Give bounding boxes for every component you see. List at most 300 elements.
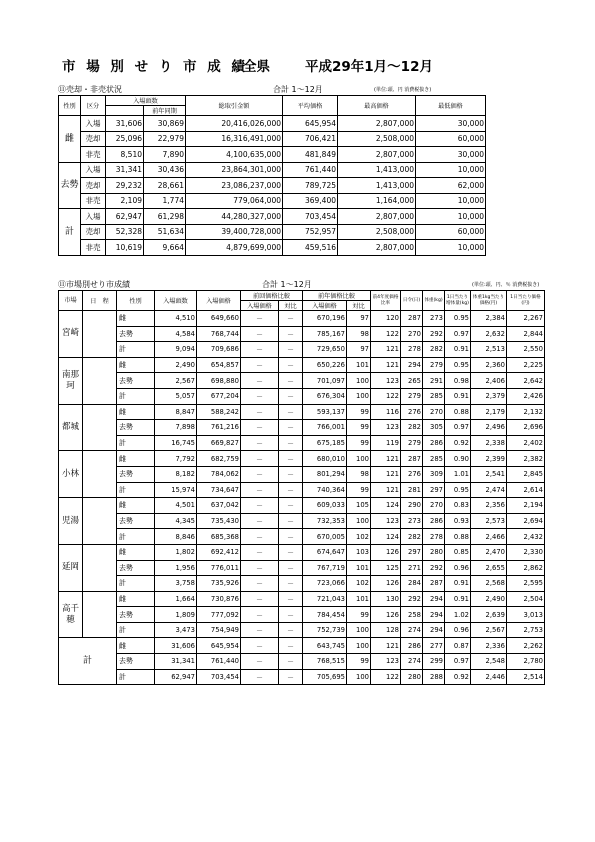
yoy-ratio-cell: 103 [347,544,371,560]
prev-price-cell: － [241,622,279,638]
avg-cell: 789,725 [283,178,338,194]
kg-price-cell: 2,179 [471,404,507,420]
yoy-ratio-cell: 99 [347,482,371,498]
prev-price-cell: － [241,576,279,592]
date-cell [83,404,117,451]
weight-cell: 287 [423,576,445,592]
sex-cell: 去勢 [117,607,155,623]
sex-cell: 計 [117,482,155,498]
last-year-ratio-cell: 126 [371,576,401,592]
h1-sex: 性別 [59,96,81,116]
price-cell: 761,216 [197,420,241,436]
day-price-cell: 2,330 [507,544,545,560]
count-cell: 31,341 [155,654,197,670]
total-cell: 23,864,301,000 [186,162,283,178]
min-cell: 60,000 [416,131,486,147]
sec2-title: ⑪市場別せり市成績 [58,280,130,289]
day-price-cell: 2,514 [507,669,545,685]
kg-price-cell: 2,568 [471,576,507,592]
weight-cell: 286 [423,435,445,451]
count-cell: 4,510 [155,311,197,327]
sex-cell: 去勢 [117,654,155,670]
weight-cell: 273 [423,311,445,327]
total-cell: 16,316,491,000 [186,131,283,147]
weight-cell: 299 [423,654,445,670]
day-price-cell: 2,382 [507,451,545,467]
avg-cell: 459,516 [283,240,338,256]
count-cell: 52,328 [106,224,144,240]
kg-price-cell: 2,384 [471,311,507,327]
last-year-ratio-cell: 121 [371,357,401,373]
daily-gain-cell: 0.96 [445,560,471,576]
table-row [59,591,545,607]
kg-price-cell: 2,338 [471,435,507,451]
total-cell: 39,400,728,000 [186,224,283,240]
age-cell: 273 [401,513,423,529]
period-label: 平成29年1月～12月 [305,59,433,75]
table-row [59,131,486,147]
price-cell: 730,876 [197,591,241,607]
count-cell: 31,606 [106,116,144,132]
h1-count: 入場頭数 [106,96,186,106]
max-cell: 2,807,000 [338,209,416,225]
count-cell: 7,898 [155,420,197,436]
kg-price-cell: 2,356 [471,498,507,514]
yoy-price-cell: 705,695 [303,669,347,685]
max-cell: 1,413,000 [338,178,416,194]
prev-ratio-cell: － [279,513,303,529]
age-cell: 274 [401,622,423,638]
weight-cell: 309 [423,466,445,482]
prev-ratio-cell: － [279,591,303,607]
yoy-price-cell: 676,304 [303,388,347,404]
min-cell: 10,000 [416,209,486,225]
h1-min: 最低価格 [416,96,486,116]
table-row [59,654,545,670]
prev-ratio-cell: － [279,466,303,482]
yoy-price-cell: 766,001 [303,420,347,436]
daily-gain-cell: 0.88 [445,529,471,545]
avg-cell: 752,957 [283,224,338,240]
price-cell: 784,062 [197,466,241,482]
prev-cell: 7,890 [144,147,186,163]
day-price-cell: 2,595 [507,576,545,592]
h2-kgprice: 体重1kg当たり価格(円) [471,291,507,311]
prev-cell: 22,979 [144,131,186,147]
count-cell: 62,947 [106,209,144,225]
prev-price-cell: － [241,529,279,545]
h1-class: 区分 [81,96,106,116]
class-cell: 非売 [81,193,106,209]
count-cell: 2,490 [155,357,197,373]
h2-yoyprice: 入場価格 [303,301,347,311]
prev-price-cell: － [241,357,279,373]
prev-ratio-cell: － [279,342,303,358]
prev-ratio-cell: － [279,544,303,560]
count-cell: 2,567 [155,373,197,389]
class-cell: 非売 [81,240,106,256]
kg-price-cell: 2,470 [471,544,507,560]
yoy-ratio-cell: 99 [347,654,371,670]
price-cell: 698,880 [197,373,241,389]
yoy-price-cell: 609,033 [303,498,347,514]
yoy-ratio-cell: 99 [347,435,371,451]
prev-price-cell: － [241,466,279,482]
weight-cell: 292 [423,560,445,576]
page-title: 市 場 別 せ り 市 成 績 [62,59,248,75]
weight-cell: 270 [423,404,445,420]
sex-cell: 雌 [117,638,155,654]
prev-price-cell: － [241,498,279,514]
daily-gain-cell: 0.95 [445,357,471,373]
class-cell: 非売 [81,147,106,163]
h2-yoyratio: 対比 [347,301,371,311]
count-cell: 29,232 [106,178,144,194]
count-cell: 62,947 [155,669,197,685]
daily-gain-cell: 0.90 [445,451,471,467]
yoy-ratio-cell: 100 [347,451,371,467]
yoy-price-cell: 670,196 [303,311,347,327]
age-cell: 287 [401,451,423,467]
sex-cell: 去勢 [117,420,155,436]
kg-price-cell: 2,379 [471,388,507,404]
h2-lastyr: 前4年度価格比率 [371,291,401,311]
count-cell: 31,341 [106,162,144,178]
prev-ratio-cell: － [279,373,303,389]
sec2-unit: (単位:頭、円、％ 消費税抜き) [472,282,540,288]
date-cell [83,311,117,358]
sec1-unit: (単位:頭、円 消費税抜き) [374,87,432,93]
count-cell: 25,096 [106,131,144,147]
yoy-price-cell: 801,294 [303,466,347,482]
prev-ratio-cell: － [279,638,303,654]
market-cell: 延岡 [59,544,83,591]
table-row [59,482,545,498]
price-cell: 682,759 [197,451,241,467]
table-row [59,162,486,178]
yoy-ratio-cell: 97 [347,342,371,358]
date-cell [83,591,117,638]
sex-cell: 計 [117,576,155,592]
h2-yoy: 前年価格比較 [303,291,371,301]
price-cell: 768,744 [197,326,241,342]
daily-gain-cell: 0.85 [445,544,471,560]
yoy-ratio-cell: 100 [347,388,371,404]
market-cell: 児湯 [59,498,83,545]
table-row [59,147,486,163]
last-year-ratio-cell: 121 [371,451,401,467]
age-cell: 294 [401,357,423,373]
total-cell: 4,879,699,000 [186,240,283,256]
kg-price-cell: 2,474 [471,482,507,498]
table-row [59,224,486,240]
price-cell: 735,430 [197,513,241,529]
prev-price-cell: － [241,373,279,389]
count-cell: 7,792 [155,451,197,467]
table-row [59,544,545,560]
max-cell: 2,508,000 [338,131,416,147]
table-row [59,240,486,256]
h2-prevprice: 入場価格 [241,301,279,311]
weight-cell: 294 [423,622,445,638]
yoy-ratio-cell: 101 [347,560,371,576]
kg-price-cell: 2,360 [471,357,507,373]
prev-cell: 28,661 [144,178,186,194]
total-cell: 779,064,000 [186,193,283,209]
table-row [59,326,545,342]
daily-gain-cell: 1.01 [445,466,471,482]
weight-cell: 278 [423,529,445,545]
yoy-ratio-cell: 101 [347,357,371,373]
h2-count: 入場頭数 [155,291,197,311]
sec1-title: ⑪売却・非売状況 [58,85,122,94]
sex-cell: 計 [117,342,155,358]
price-cell: 754,949 [197,622,241,638]
yoy-price-cell: 752,739 [303,622,347,638]
weight-cell: 292 [423,326,445,342]
prev-price-cell: － [241,591,279,607]
yoy-price-cell: 767,719 [303,560,347,576]
daily-gain-cell: 0.97 [445,654,471,670]
day-price-cell: 2,504 [507,591,545,607]
daily-gain-cell: 0.91 [445,388,471,404]
yoy-price-cell: 675,185 [303,435,347,451]
daily-gain-cell: 0.87 [445,638,471,654]
weight-cell: 297 [423,482,445,498]
last-year-ratio-cell: 126 [371,607,401,623]
count-cell: 2,109 [106,193,144,209]
sex-cell: 雌 [117,357,155,373]
total-cell: 20,416,026,000 [186,116,283,132]
last-year-ratio-cell: 121 [371,466,401,482]
yoy-ratio-cell: 99 [347,607,371,623]
daily-gain-cell: 0.88 [445,404,471,420]
count-cell: 4,345 [155,513,197,529]
age-cell: 290 [401,498,423,514]
daily-gain-cell: 0.92 [445,435,471,451]
sex-cell: 去勢 [117,466,155,482]
prev-ratio-cell: － [279,576,303,592]
age-cell: 258 [401,607,423,623]
weight-cell: 288 [423,669,445,685]
yoy-price-cell: 785,167 [303,326,347,342]
day-price-cell: 2,862 [507,560,545,576]
daily-gain-cell: 0.96 [445,622,471,638]
date-cell [83,357,117,404]
table-row [59,116,486,132]
last-year-ratio-cell: 121 [371,342,401,358]
prev-cell: 51,634 [144,224,186,240]
price-cell: 776,011 [197,560,241,576]
table-row [59,435,545,451]
table-row [59,607,545,623]
yoy-price-cell: 680,010 [303,451,347,467]
daily-gain-cell: 0.97 [445,326,471,342]
max-cell: 2,807,000 [338,240,416,256]
avg-cell: 761,440 [283,162,338,178]
prev-price-cell: － [241,482,279,498]
table-row [59,513,545,529]
kg-price-cell: 2,639 [471,607,507,623]
count-cell: 3,473 [155,622,197,638]
price-cell: 637,042 [197,498,241,514]
prev-price-cell: － [241,654,279,670]
yoy-ratio-cell: 105 [347,498,371,514]
sec1-range: 合計 1～12月 [273,85,323,94]
table-row [59,576,545,592]
daily-gain-cell: 0.83 [445,498,471,514]
h2-prevratio: 対比 [279,301,303,311]
yoy-price-cell: 721,043 [303,591,347,607]
yoy-ratio-cell: 97 [347,311,371,327]
prev-ratio-cell: － [279,326,303,342]
sex-cell: 去勢 [117,326,155,342]
day-price-cell: 2,753 [507,622,545,638]
market-cell: 計 [59,638,117,685]
prev-price-cell: － [241,544,279,560]
price-cell: 588,242 [197,404,241,420]
yoy-ratio-cell: 100 [347,513,371,529]
yoy-ratio-cell: 101 [347,591,371,607]
price-cell: 703,454 [197,669,241,685]
age-cell: 279 [401,388,423,404]
h2-date: 日 程 [83,291,117,311]
count-cell: 8,182 [155,466,197,482]
table-row [59,529,545,545]
last-year-ratio-cell: 121 [371,482,401,498]
day-price-cell: 2,642 [507,373,545,389]
h2-dayprice: 1日当たり価格(円) [507,291,545,311]
prev-ratio-cell: － [279,357,303,373]
total-cell: 23,086,237,000 [186,178,283,194]
last-year-ratio-cell: 122 [371,388,401,404]
weight-cell: 279 [423,357,445,373]
yoy-price-cell: 729,650 [303,342,347,358]
last-year-ratio-cell: 122 [371,326,401,342]
max-cell: 2,508,000 [338,224,416,240]
price-cell: 692,412 [197,544,241,560]
sex-cell: 雌 [117,404,155,420]
count-cell: 1,809 [155,607,197,623]
count-cell: 15,974 [155,482,197,498]
yoy-price-cell: 643,745 [303,638,347,654]
prev-ratio-cell: － [279,311,303,327]
prev-ratio-cell: － [279,388,303,404]
prev-ratio-cell: － [279,420,303,436]
h1-avg: 平均価格 [283,96,338,116]
prev-ratio-cell: － [279,404,303,420]
count-cell: 1,664 [155,591,197,607]
weight-cell: 291 [423,373,445,389]
last-year-ratio-cell: 123 [371,373,401,389]
prev-price-cell: － [241,435,279,451]
age-cell: 274 [401,654,423,670]
last-year-ratio-cell: 123 [371,420,401,436]
age-cell: 276 [401,404,423,420]
prev-ratio-cell: － [279,622,303,638]
prev-ratio-cell: － [279,654,303,670]
daily-gain-cell: 0.91 [445,576,471,592]
yoy-ratio-cell: 99 [347,404,371,420]
price-cell: 685,368 [197,529,241,545]
h1-max: 最高価格 [338,96,416,116]
price-cell: 734,647 [197,482,241,498]
age-cell: 287 [401,311,423,327]
count-cell: 1,956 [155,560,197,576]
table-row [59,451,545,467]
age-cell: 271 [401,560,423,576]
weight-cell: 294 [423,591,445,607]
table-row [59,178,486,194]
date-cell [83,451,117,498]
prev-ratio-cell: － [279,451,303,467]
table-row [59,342,545,358]
weight-cell: 277 [423,638,445,654]
table-row [59,498,545,514]
h2-prevcmp: 前回価格比較 [241,291,303,301]
sex-cell: 計 [117,388,155,404]
h2-age: 日令(日) [401,291,423,311]
yoy-ratio-cell: 98 [347,326,371,342]
age-cell: 292 [401,591,423,607]
count-cell: 31,606 [155,638,197,654]
last-year-ratio-cell: 123 [371,654,401,670]
daily-gain-cell: 1.02 [445,607,471,623]
day-price-cell: 2,550 [507,342,545,358]
prev-cell: 9,664 [144,240,186,256]
price-cell: 654,857 [197,357,241,373]
prev-price-cell: － [241,342,279,358]
age-cell: 276 [401,466,423,482]
sex-cell: 計 [117,669,155,685]
yoy-price-cell: 784,454 [303,607,347,623]
last-year-ratio-cell: 125 [371,560,401,576]
market-cell: 南那珂 [59,357,83,404]
max-cell: 2,807,000 [338,147,416,163]
age-cell: 282 [401,529,423,545]
daily-gain-cell: 0.93 [445,513,471,529]
day-price-cell: 2,780 [507,654,545,670]
yoy-price-cell: 732,353 [303,513,347,529]
min-cell: 30,000 [416,116,486,132]
daily-gain-cell: 0.91 [445,342,471,358]
min-cell: 10,000 [416,162,486,178]
count-cell: 3,758 [155,576,197,592]
count-cell: 8,846 [155,529,197,545]
class-cell: 入場 [81,116,106,132]
sex-cell: 雌 [117,591,155,607]
last-year-ratio-cell: 119 [371,435,401,451]
kg-price-cell: 2,567 [471,622,507,638]
age-cell: 270 [401,326,423,342]
avg-cell: 706,421 [283,131,338,147]
sex-cell: 雌 [117,451,155,467]
max-cell: 1,164,000 [338,193,416,209]
table-row [59,209,486,225]
prev-price-cell: － [241,420,279,436]
last-year-ratio-cell: 126 [371,544,401,560]
sex-cell: 計 [59,209,81,256]
market-results-table [58,290,545,685]
day-price-cell: 2,267 [507,311,545,327]
last-year-ratio-cell: 128 [371,622,401,638]
table-row [59,373,545,389]
kg-price-cell: 2,655 [471,560,507,576]
age-cell: 278 [401,342,423,358]
age-cell: 281 [401,482,423,498]
date-cell [83,544,117,591]
day-price-cell: 2,225 [507,357,545,373]
